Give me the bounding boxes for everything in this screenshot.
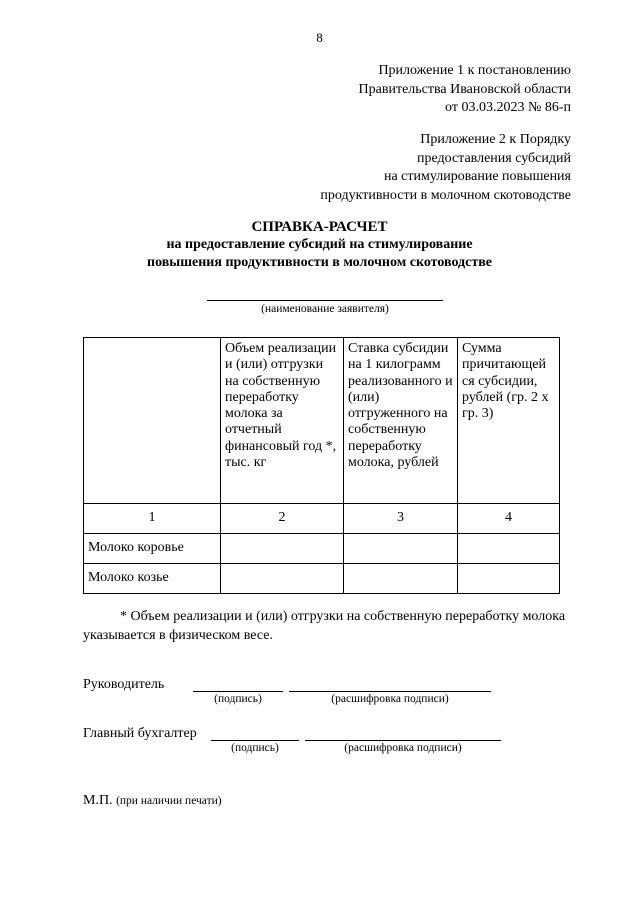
applicant-name-line[interactable] bbox=[207, 300, 443, 301]
row-label: Молоко козье bbox=[84, 564, 221, 594]
document-title bbox=[0, 218, 639, 272]
footnote: * Объем реализации и (или) отгрузки на собственную переработку молока указывается в физическом весе. bbox=[83, 609, 566, 643]
table-number-row bbox=[84, 504, 560, 534]
header-cell: Ставка субсидии на 1 килограмм реализованного и (или) отгруженного на собственную переработку молока, рублей bbox=[344, 338, 458, 504]
appendix-line: на стимулирование повышения bbox=[383, 169, 571, 184]
transcript-caption: (расшифровка подписи) bbox=[331, 693, 449, 705]
calculation-table bbox=[83, 337, 560, 594]
title-line: на предоставление субсидий на стимулирование bbox=[166, 237, 473, 252]
column-number: 3 bbox=[344, 504, 458, 534]
title-main: СПРАВКА-РАСЧЕТ bbox=[251, 219, 388, 235]
head-label: Руководитель bbox=[83, 677, 165, 692]
header-cell bbox=[84, 338, 221, 504]
signature-caption: (подпись) bbox=[231, 742, 279, 754]
table-cell[interactable] bbox=[344, 534, 458, 564]
table-cell[interactable] bbox=[221, 564, 344, 594]
stamp-place bbox=[83, 793, 222, 809]
applicant-caption: (наименование заявителя) bbox=[261, 303, 389, 315]
head-signature-line[interactable] bbox=[193, 691, 283, 692]
column-number: 2 bbox=[221, 504, 344, 534]
head-transcript-line[interactable] bbox=[289, 691, 491, 692]
appendix-resolution-block bbox=[359, 62, 571, 118]
appendix-line: Приложение 1 к постановлению bbox=[378, 63, 571, 78]
accountant-transcript-line[interactable] bbox=[305, 740, 501, 741]
table-cell[interactable] bbox=[344, 564, 458, 594]
transcript-caption: (расшифровка подписи) bbox=[344, 742, 462, 754]
appendix-line: предоставления субсидий bbox=[416, 150, 571, 166]
accountant-label: Главный бухгалтер bbox=[83, 726, 197, 741]
table-header-row bbox=[84, 338, 560, 504]
page-number: 8 bbox=[316, 30, 323, 45]
row-label: Молоко коровье bbox=[84, 534, 221, 564]
accountant-signature-line[interactable] bbox=[211, 740, 299, 741]
stamp-note: (при наличии печати) bbox=[116, 795, 222, 807]
appendix-line: от 03.03.2023 № 86-п bbox=[445, 100, 571, 115]
table-row bbox=[84, 564, 560, 594]
table-row bbox=[84, 534, 560, 564]
header-cell: Объем реализации и (или) отгрузки на собственную переработку молока за отчетный финансовый год *, тыс. кг bbox=[221, 338, 344, 504]
column-number: 4 bbox=[458, 504, 560, 534]
table-cell[interactable] bbox=[221, 534, 344, 564]
column-number: 1 bbox=[84, 504, 221, 534]
signature-caption: (подпись) bbox=[214, 693, 262, 705]
appendix-line: Приложение 2 к Порядку bbox=[420, 132, 571, 147]
table-cell[interactable] bbox=[458, 534, 560, 564]
stamp-label: М.П. bbox=[83, 793, 113, 808]
header-cell: Сумма причитающей ся субсидии, рублей (гр. 2 х гр. 3) bbox=[458, 338, 560, 504]
appendix-line: продуктивности в молочном скотоводстве bbox=[320, 187, 571, 203]
appendix-procedure-block bbox=[320, 131, 571, 205]
table-cell[interactable] bbox=[458, 564, 560, 594]
appendix-line: Правительства Ивановской области bbox=[358, 81, 571, 97]
title-line: повышения продуктивности в молочном скотоводстве bbox=[147, 255, 492, 270]
